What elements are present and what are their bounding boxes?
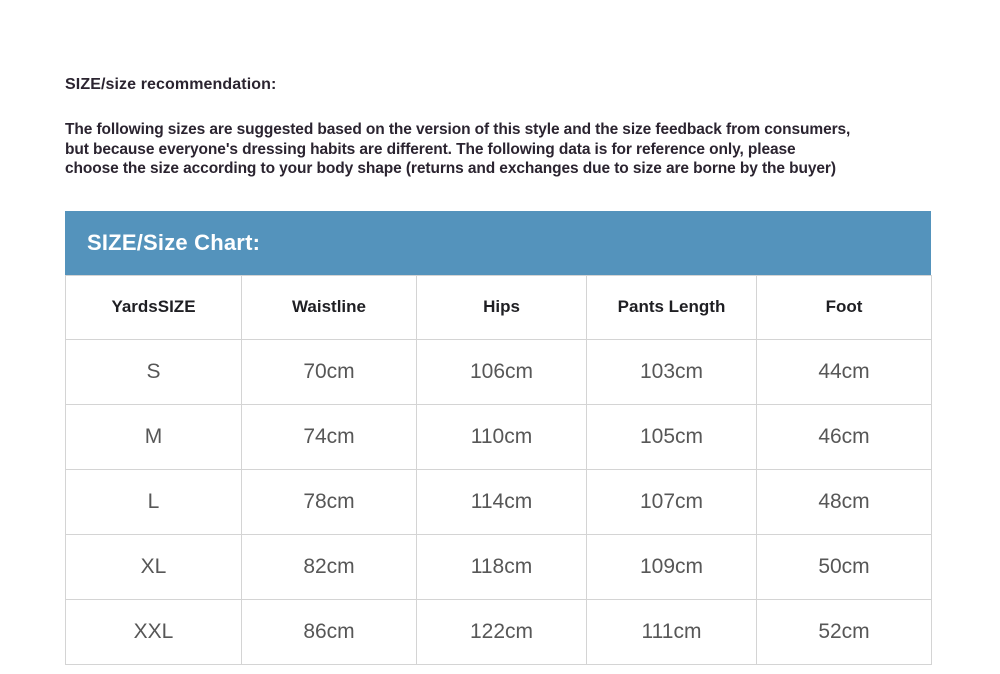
foot-value: 46cm	[757, 404, 932, 469]
foot-value: 50cm	[757, 534, 932, 599]
size-chart-title: SIZE/Size Chart:	[87, 229, 261, 255]
hips-value: 114cm	[417, 469, 587, 534]
size-label: S	[66, 339, 242, 404]
table-row-xxl	[66, 599, 932, 664]
page-title: SIZE/size recommendation:	[65, 76, 277, 93]
recommendation-line: choose the size according to your body shape (returns and exchanges due to size are borne by the buyer)	[65, 160, 836, 177]
hips-value: 106cm	[417, 339, 587, 404]
pants-length-value: 105cm	[587, 404, 757, 469]
recommendation-line: but because everyone's dressing habits are different. The following data is for reference only, please	[65, 140, 796, 158]
waistline-value: 86cm	[242, 599, 417, 664]
table-row-l	[66, 469, 932, 534]
table-row-s	[66, 339, 932, 404]
hips-value: 118cm	[417, 534, 587, 599]
foot-value: 44cm	[757, 339, 932, 404]
table-row-m	[66, 404, 932, 469]
pants-length-value: 107cm	[587, 469, 757, 534]
size-label: XL	[66, 534, 242, 599]
foot-value: 48cm	[757, 469, 932, 534]
waistline-value: 74cm	[242, 404, 417, 469]
pants-length-value: 109cm	[587, 534, 757, 599]
column-header-pants-length: Pants Length	[587, 275, 757, 339]
hips-value: 110cm	[417, 404, 587, 469]
waistline-value: 78cm	[242, 469, 417, 534]
column-header-waistline: Waistline	[242, 275, 417, 339]
pants-length-value: 103cm	[587, 339, 757, 404]
foot-value: 52cm	[757, 599, 932, 664]
pants-length-value: 111cm	[587, 599, 757, 664]
size-label: XXL	[66, 599, 242, 664]
size-table	[65, 275, 932, 665]
hips-value: 122cm	[417, 599, 587, 664]
column-header-size: YardsSIZE	[66, 275, 242, 339]
waistline-value: 82cm	[242, 534, 417, 599]
column-header-foot: Foot	[757, 275, 932, 339]
size-label: L	[66, 469, 242, 534]
size-table-body	[66, 339, 932, 664]
waistline-value: 70cm	[242, 339, 417, 404]
size-chart-section	[65, 211, 931, 665]
size-label: M	[66, 404, 242, 469]
header-row	[66, 275, 932, 339]
recommendation-line: The following sizes are suggested based on the version of this style and the size feedback from consumers,	[65, 121, 851, 138]
column-header-hips: Hips	[417, 275, 587, 339]
size-table-header	[66, 275, 932, 339]
size-chart-title-bar	[65, 211, 931, 275]
table-row-xl	[66, 534, 932, 599]
recommendation-text	[65, 120, 935, 179]
